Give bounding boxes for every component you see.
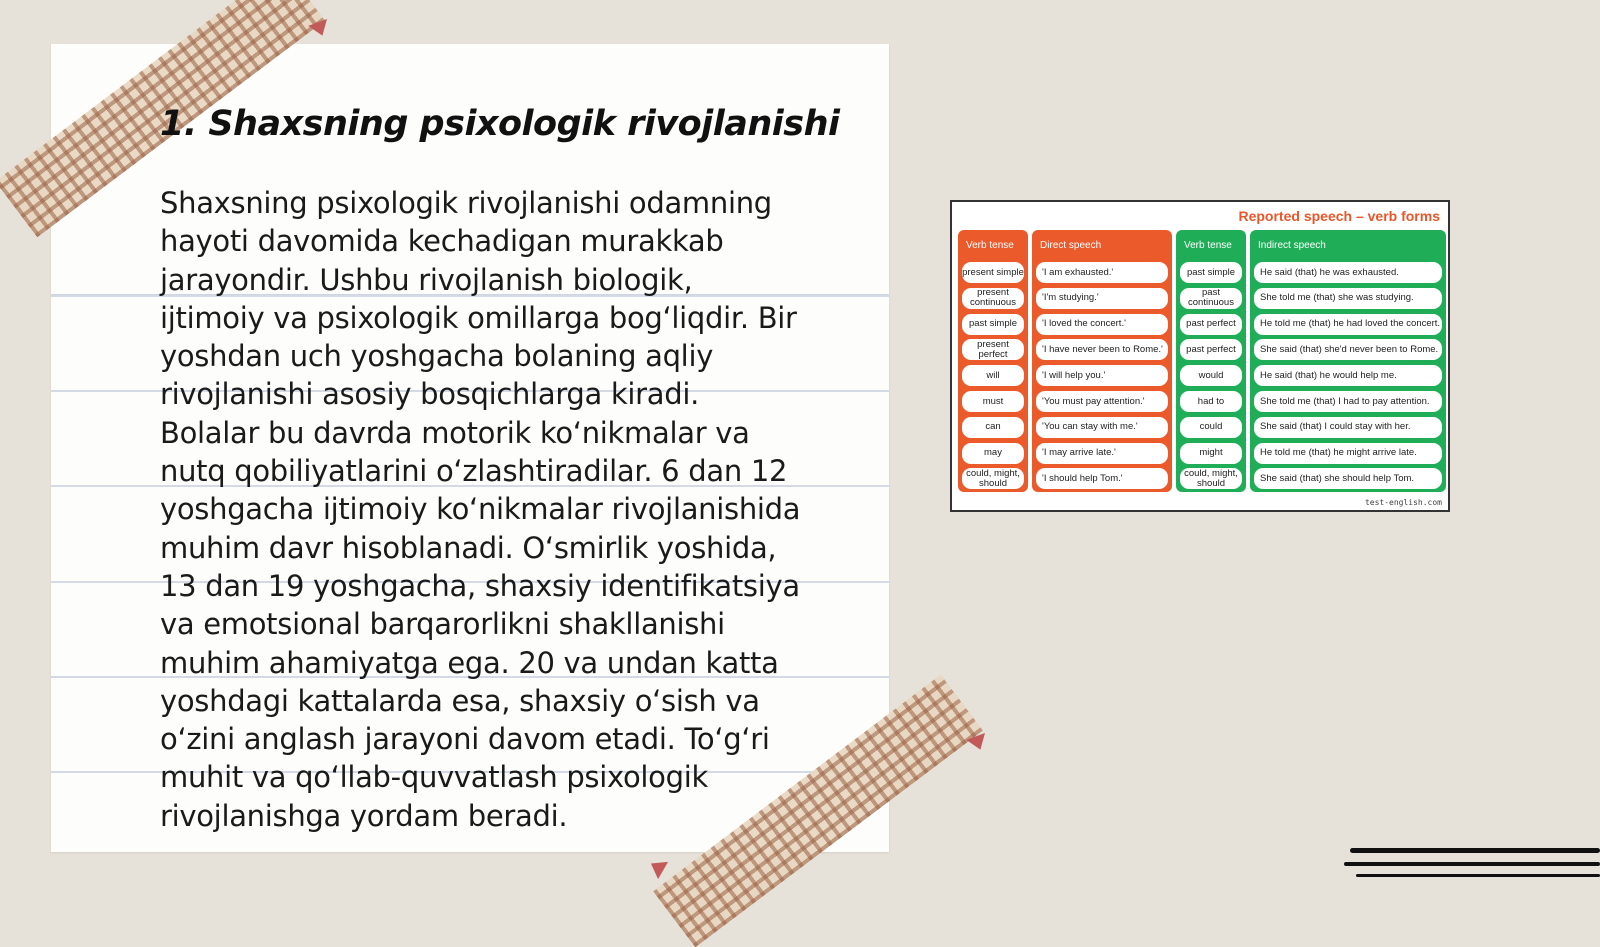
figure-cell: present continuous [962,288,1024,309]
figure-column-1 [958,230,1028,492]
body-line: Bolalar bu davrda motorik ko‘nikmalar va [160,415,750,450]
figure-cell: past continuous [1180,288,1242,309]
figure-title: Reported speech – verb forms [1238,208,1440,224]
figure-cell: 'I should help Tom.' [1036,468,1168,489]
figure-cell: 'I loved the concert.' [1036,314,1168,335]
figure-cell: past simple [1180,262,1242,283]
figure-cell: 'I may arrive late.' [1036,443,1168,464]
body-line: yoshdan uch yoshgacha bolaning aqliy [160,339,714,374]
body-line: nutq qobiliyatlarini o‘zlashtiradilar. 6 dan 12 [160,454,788,489]
body-line: Shaxsning psixologik rivojlanishi odamning [160,186,772,220]
figure-cell: present perfect [962,339,1024,360]
figure-column-header: Indirect speech [1258,240,1326,251]
figure-cell: past simple [962,314,1024,335]
body-line: jarayondir. Ushbu rivojlanish biologik, [160,262,693,297]
figure-cell: He said (that) he would help me. [1254,365,1442,386]
figure-cell: She said (that) I could stay with her. [1254,417,1442,438]
figure-cell: past perfect [1180,339,1242,360]
figure-column-4 [1250,230,1446,492]
figure-column-header: Direct speech [1040,240,1102,251]
figure-cell: He told me (that) he might arrive late. [1254,443,1442,464]
body-line: 13 dan 19 yoshgacha, shaxsiy identifikatsiya [160,568,800,603]
figure-cell: present simple [962,262,1024,283]
slide-body-text [160,184,850,835]
figure-cell: would [1180,365,1242,386]
figure-cell: will [962,365,1024,386]
body-line: ijtimoiy va psixologik omillarga bog‘liqdir. Bir [160,300,797,335]
figure-cell: 'I'm studying.' [1036,288,1168,309]
body-line: rivojlanishga yordam beradi. [160,798,568,833]
figure-cell: may [962,443,1024,464]
figure-cell: She told me (that) she was studying. [1254,288,1442,309]
slide-title: 1. Shaxsning psixologik rivojlanishi [160,104,840,144]
figure-cell: He told me (that) he had loved the concert. [1254,314,1442,335]
figure-cell: could, might, should [1180,468,1242,489]
figure-cell: She told me (that) I had to pay attention. [1254,391,1442,412]
figure-cell: She said (that) she should help Tom. [1254,468,1442,489]
figure-cell: past perfect [1180,314,1242,335]
body-line: muhim ahamiyatga ega. 20 va undan katta [160,645,779,680]
brush-stroke [1356,874,1600,877]
body-line: hayoti davomida kechadigan murakkab [160,224,724,259]
figure-cell: She said (that) she'd never been to Rome. [1254,339,1442,360]
figure-cell: could [1180,417,1242,438]
figure-cell: 'I am exhausted.' [1036,262,1168,283]
brush-stroke [1350,848,1600,853]
figure-cell: He said (that) he was exhausted. [1254,262,1442,283]
pin-decoration [646,855,668,879]
figure-cell: 'You must pay attention.' [1036,391,1168,412]
reported-speech-figure [950,200,1450,512]
body-line: o‘zini anglash jarayoni davom etadi. To‘g‘ri [160,722,770,757]
figure-cell: can [962,417,1024,438]
figure-column-3 [1176,230,1246,492]
figure-footer: test-english.com [1364,498,1442,507]
figure-cell: 'I will help you.' [1036,365,1168,386]
figure-cell: 'You can stay with me.' [1036,417,1168,438]
figure-cell: had to [1180,391,1242,412]
brush-stroke [1344,862,1600,866]
body-line: rivojlanishi asosiy bosqichlarga kiradi. [160,377,700,412]
figure-cell: might [1180,443,1242,464]
body-line: va emotsional barqarorlikni shakllanishi [160,607,725,642]
figure-column-2 [1032,230,1172,492]
body-line: yoshdagi kattalarda esa, shaxsiy o‘sish va [160,683,760,718]
figure-cell: 'I have never been to Rome.' [1036,339,1168,360]
body-line: muhit va qo‘llab-quvvatlash psixologik [160,760,708,795]
figure-column-header: Verb tense [966,240,1014,251]
figure-column-header: Verb tense [1184,240,1232,251]
figure-cell: could, might, should [962,468,1024,489]
body-line: muhim davr hisoblanadi. O‘smirlik yoshida, [160,530,777,565]
figure-cell: must [962,391,1024,412]
body-line: yoshgacha ijtimoiy ko‘nikmalar rivojlanishida [160,492,801,527]
